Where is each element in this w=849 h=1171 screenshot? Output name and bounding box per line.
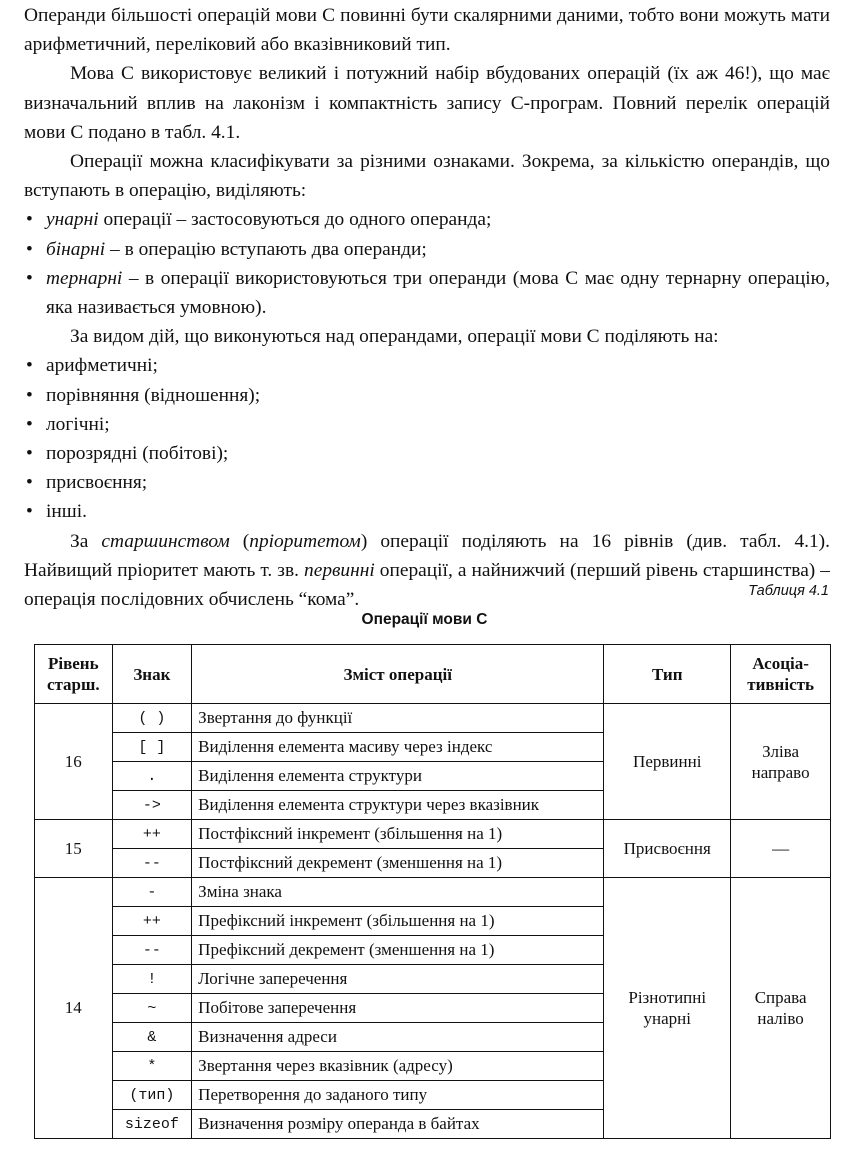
header-associativity: Асоціа-тивність (731, 645, 831, 704)
cell-description: Зміна знака (192, 878, 604, 907)
cell-description: Постфіксний декремент (зменшення на 1) (192, 849, 604, 878)
list-item: • порівняння (відношення); (24, 381, 830, 410)
list-item: • арифметичні; (24, 351, 830, 380)
paragraph-classification: Операції можна класифікувати за різними ознаками. Зокрема, за кількістю операндів, що вступають в операцію, виділяють: (24, 151, 830, 202)
cell-description: Визначення розміру операнда в байтах (192, 1110, 604, 1139)
term-unary: унарні (46, 209, 99, 231)
cell-associativity: Справа наліво (731, 878, 831, 1139)
cell-level: 14 (35, 878, 113, 1139)
header-type: Тип (604, 645, 731, 704)
cell-sign: sizeof (112, 1110, 192, 1139)
list-item-binary: • бінарні – в операцію вступають два операнди; (24, 235, 830, 264)
cell-sign: . (112, 762, 192, 791)
cell-description: Постфіксний інкремент (збільшення на 1) (192, 820, 604, 849)
term-binary: бінарні (46, 238, 106, 260)
cell-description: Звертання через вказівник (адресу) (192, 1052, 604, 1081)
paragraph-precedence: За старшинством (пріоритетом) операції поділяють на 16 рівнів (див. табл. 4.1). Найвищий пріоритет мають т. зв. первинні операції, а найнижчий (перший рівень старшинства) – операція послідовних обчислень “кома”. (24, 530, 830, 611)
list-item-unary: • унарні операції – застосовуються до одного операнда; (24, 205, 830, 234)
cell-sign: ++ (112, 820, 192, 849)
table-body (35, 704, 831, 1139)
paragraph-kinds: За видом дій, що виконуються над операндами, операції мови С поділяють на: (70, 326, 719, 348)
table-row (35, 878, 831, 907)
cell-level: 16 (35, 704, 113, 820)
cell-associativity: Зліва направо (731, 704, 831, 820)
paragraph-operands: Операнди більшості операцій мови С повинні бути скалярними даними, тобто вони можуть мати арифметичний, переліковий або вказівниковий тип. (24, 5, 830, 56)
list-item: • присвоєння; (24, 468, 830, 497)
cell-sign: ~ (112, 994, 192, 1023)
body-text (24, 1, 830, 614)
cell-sign: - (112, 878, 192, 907)
list-item: • порозрядні (побітові); (24, 439, 830, 468)
cell-sign: (тип) (112, 1081, 192, 1110)
term-ternary: тернарні (46, 267, 123, 289)
kinds-list (24, 351, 830, 526)
table-caption: Таблиця 4.1 (748, 583, 829, 599)
header-content: Зміст операції (192, 645, 604, 704)
cell-type: Різнотипні унарні (604, 878, 731, 1139)
cell-description: Перетворення до заданого типу (192, 1081, 604, 1110)
cell-sign: [ ] (112, 733, 192, 762)
list-item-ternary: • тернарні – в операції використовуються три операнди (мова С має одну тернарну операцію, яка називається умовною). (24, 264, 830, 322)
table-row (35, 820, 831, 849)
cell-associativity: — (731, 820, 831, 878)
cell-sign: -- (112, 936, 192, 965)
cell-type: Первинні (604, 704, 731, 820)
table-row (35, 704, 831, 733)
cell-level: 15 (35, 820, 113, 878)
table-header-row (35, 645, 831, 704)
cell-description: Побітове заперечення (192, 994, 604, 1023)
cell-description: Визначення адреси (192, 1023, 604, 1052)
operations-table (34, 644, 831, 1139)
arity-list (24, 205, 830, 322)
cell-sign: * (112, 1052, 192, 1081)
table-title: Операції мови С (361, 611, 488, 628)
cell-description: Префіксний інкремент (збільшення на 1) (192, 907, 604, 936)
cell-sign: ++ (112, 907, 192, 936)
header-level: Рівень старш. (35, 645, 113, 704)
cell-sign: & (112, 1023, 192, 1052)
header-sign: Знак (112, 645, 192, 704)
cell-type: Присвоєння (604, 820, 731, 878)
cell-description: Звертання до функції (192, 704, 604, 733)
cell-description: Виділення елемента масиву через індекс (192, 733, 604, 762)
list-item: • логічні; (24, 410, 830, 439)
cell-description: Префіксний декремент (зменшення на 1) (192, 936, 604, 965)
cell-sign: -> (112, 791, 192, 820)
paragraph-operations-count: Мова С використовує великий і потужний набір вбудованих операцій (їх аж 46!), що має визначальний вплив на лаконізм і компактність запису С-програм. Повний перелік операцій мови С подано в табл. 4.1. (24, 63, 830, 143)
list-item: • інші. (24, 497, 830, 526)
cell-sign: ( ) (112, 704, 192, 733)
cell-sign: -- (112, 849, 192, 878)
cell-description: Логічне заперечення (192, 965, 604, 994)
cell-description: Виділення елемента структури (192, 762, 604, 791)
cell-sign: ! (112, 965, 192, 994)
cell-description: Виділення елемента структури через вказівник (192, 791, 604, 820)
